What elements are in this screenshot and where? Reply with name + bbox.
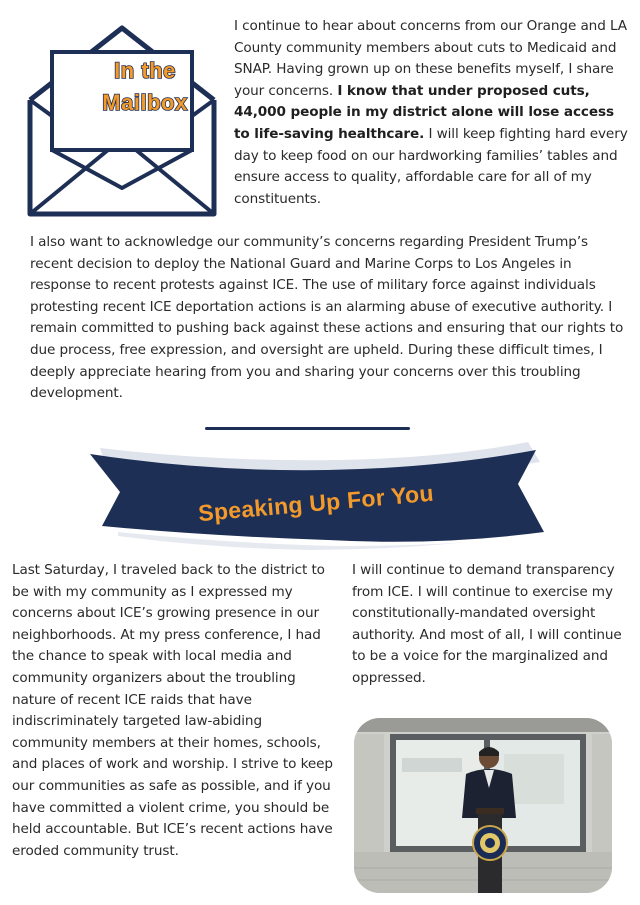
speaking-up-banner: [88, 440, 548, 550]
commitment-paragraph: I will continue to demand transparency from ICE. I will continue to exercise my constitutionally-mandated oversight authority. And most of all, I will continue to be a voice for the marginalized and oppressed.: [352, 562, 622, 686]
intro-paragraph: [234, 16, 629, 210]
mailbox-title-line1: In the: [114, 58, 176, 83]
mailbox-graphic: [22, 18, 222, 220]
mailbox-title-line2: Mailbox: [102, 90, 188, 115]
envelope-icon: [22, 18, 222, 220]
press-conference-photo: [354, 718, 612, 893]
congressional-seal-icon: [473, 826, 507, 860]
intro-text-b: I will keep fighting hard every day to keep food on our hardworking families’ tables and ensure access to quality, affordable care for all of my constituents.: [234, 125, 628, 207]
section-divider: [205, 427, 410, 430]
banner-title: Speaking Up For You: [197, 479, 435, 527]
press-conference-paragraph: Last Saturday, I traveled back to the district to be with my community as I expressed my concerns about ICE’s growing presence in our neighborhoods. At my press conference, I had the chance to speak with local media and community organizers about the troubling nature of recent ICE raids that have indiscriminately targeted law-abiding community members at their homes, schools, and places of work and worship. I strive to keep our communities as safe as possible, and if you have committed a violent crime, you should be held accountable. But ICE’s recent actions have eroded community trust.: [12, 562, 333, 859]
ice-concerns-paragraph: I also want to acknowledge our community’s concerns regarding President Trump’s recent decision to deploy the National Guard and Marine Corps to Los Angeles in response to recent protests against ICE. The use of military force against individuals protesting recent ICE deportation actions is an alarming abuse of executive authority. I remain committed to pushing back against these actions and ensuring that our rights to due process, free expression, and oversight are upheld. During these difficult times, I deeply appreciate hearing from you and sharing your concerns over this troubling development.: [30, 234, 624, 402]
intro-text-bold: I know that under proposed cuts, 44,000 people in my district alone will lose access to life-saving healthcare.: [234, 82, 614, 142]
intro-text-a: I continue to hear about concerns from our Orange and LA County community members about cuts to Medicaid and SNAP. Having grown up on these benefits myself, I share your concerns.: [234, 18, 627, 99]
speaker-at-podium-image: [354, 718, 612, 893]
